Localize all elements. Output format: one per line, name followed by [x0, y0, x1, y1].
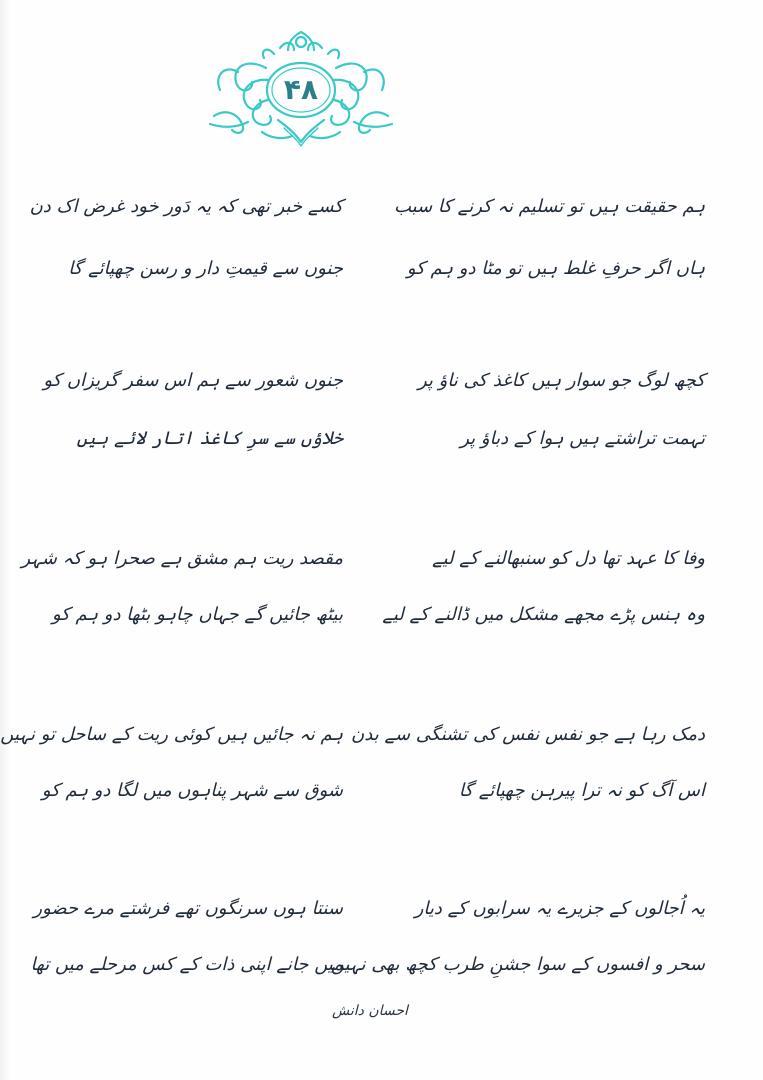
- verse-line: ہم حقیقت ہیں تو تسلیم نہ کرنے کا سبب: [393, 196, 705, 217]
- verse-line: سحر و افسوں کے سوا جشنِ طرب کچھ بھی نہیں: [330, 954, 705, 975]
- verse-line: کچھ لوگ جو سوار ہیں کاغذ کی ناؤ پر: [417, 370, 705, 391]
- verse-line: مقصد ریت ہم مشق ہے صحرا ہو کہ شہر: [21, 548, 343, 569]
- verse-line: دمک رہا ہے جو نفس نفس کی تشنگی سے بدن: [351, 724, 705, 745]
- verse-line: ہم نہ جائیں ہیں کوئی ریت کے ساحل تو نہیں: [0, 724, 343, 745]
- verse-line: خلاؤں سے سرِ کاغذ اتار لائے ہیں: [76, 428, 343, 449]
- verse-line: شوق سے شہر پناہوں میں لگا دو ہم کو: [41, 780, 343, 801]
- verse-line: وفا کا عہد تھا دل کو سنبھالنے کے لیے: [432, 548, 705, 569]
- verse-line: کسے خبر تھی کہ یہ دَور خود غرض اک دن: [29, 196, 343, 217]
- verse-line: ہاں اگر حرفِ غلط ہیں تو مٹا دو ہم کو: [406, 258, 705, 279]
- verse-line: بیٹھ جائیں گے جہاں چاہو بٹھا دو ہم کو: [51, 604, 343, 625]
- verse-line: جنوں سے قیمتِ دار و رسن چھپائے گا: [68, 258, 343, 279]
- poet-signature: احسان دانش: [332, 1003, 408, 1019]
- verse-line: تہمت تراشتے ہیں ہوا کے دباؤ پر: [460, 428, 705, 449]
- verse-line: میں جانے اپنی ذات کے کس مرحلے میں تھا: [30, 954, 343, 975]
- verse-line: جنوں شعور سے ہم اس سفر گریزاں کو: [43, 370, 343, 391]
- verse-line: سنتا ہوں سرنگوں تھے فرشتے مرے حضور: [33, 898, 343, 919]
- verse-line: وہ ہنس پڑے مجھے مشکل میں ڈالنے کے لیے: [382, 604, 705, 625]
- verse-line: یہ اُجالوں کے جزیرے یہ سرابوں کے دیار: [414, 898, 705, 919]
- page-edge-shadow: [0, 0, 10, 1080]
- verse-line: اس آگ کو نہ ترا پیرہن چھپائے گا: [458, 780, 705, 801]
- page-number: ۴۸: [283, 73, 319, 106]
